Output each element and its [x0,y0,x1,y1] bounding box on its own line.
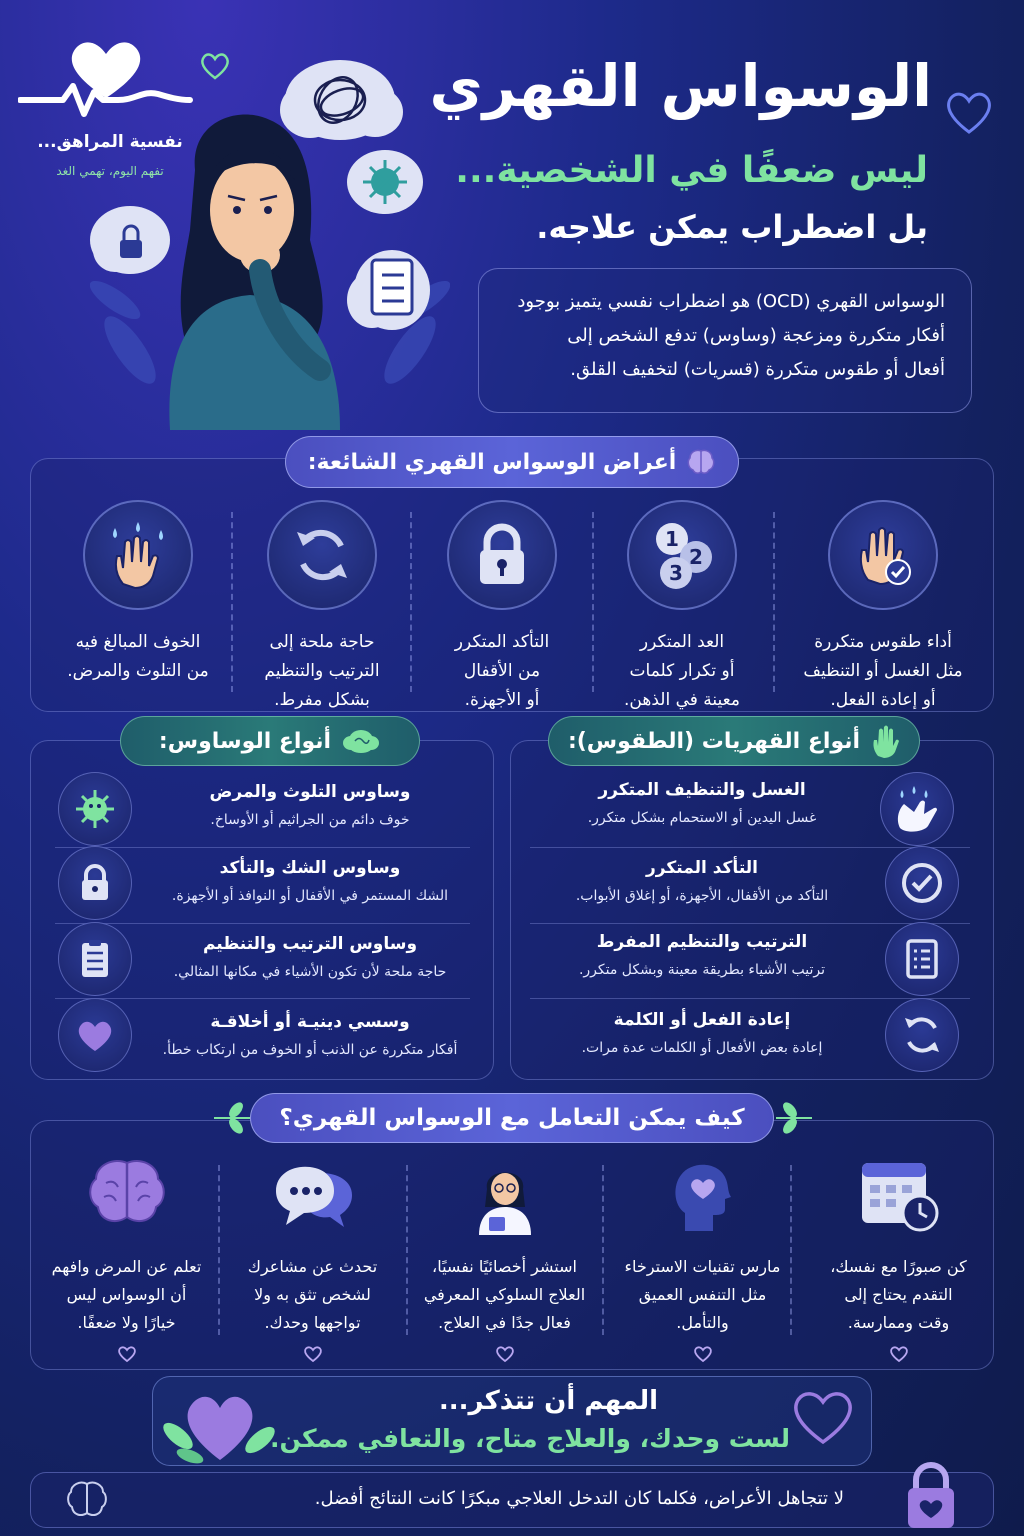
coping-line: استشر أخصائيًا نفسيًا، [432,1257,577,1276]
intro-line: أفعال أو طقوس متكررة (قسريات) لتخفيف القلق. [570,359,945,380]
symptom-line: أو الأجهزة. [464,690,540,710]
symptom-line: العد المتكرر [639,632,725,652]
symptoms-heading-text: أعراض الوسواس القهري الشائعة: [307,449,677,475]
symptom-line: أداء طقوس متكررة [814,632,952,652]
compulsion-desc: إعادة بعض الأفعال أو الكلمات عدة مرات. [581,1040,823,1056]
symptom-line: الترتيب والتنظيم [264,661,380,681]
obsession-title: وساوس التلوث والمرض [209,782,411,802]
leaf-sprig-icon [212,1100,252,1136]
heart-outline-icon [788,1382,858,1448]
symptom-line: بشكل مفرط. [274,690,370,710]
symptom-line: الخوف المبالغ فيه [75,632,201,652]
calendar-clock-icon [856,1155,942,1235]
coping-line: مارس تقنيات الاسترخاء [624,1257,781,1276]
remember-text: لست وحدك، والعلاج متاح، والتعافي ممكن. [269,1424,790,1453]
compulsion-icon-circle [880,772,954,846]
divider [55,847,470,848]
purple-heart-leaves-icon [160,1374,280,1470]
compulsion-desc: ترتيب الأشياء بطريقة معينة وبشكل متكرر. [578,962,826,978]
page-title: الوسواس القهري [429,52,932,120]
compulsion-title: التأكد المتكرر [646,858,758,878]
checklist-icon [899,936,945,982]
obsession-icon-circle [58,922,132,996]
compulsions-heading-text: أنواع القهريات (الطقوس): [567,728,861,754]
brand-name: نفسية المراهق... [37,132,183,152]
symptom-line: أو تكرار كلمات [629,661,735,681]
symptom-line: التأكد المتكرر [454,632,550,652]
numbers-icon [642,515,722,595]
obsession-desc: خوف دائم من الجراثيم أو الأوساخ. [210,812,410,828]
coping-line: فعال جدًا في العلاج. [438,1313,571,1332]
heart-outline-icon [889,1345,909,1363]
coping-item [610,1155,795,1367]
footer-text: لا تتجاهل الأعراض، فكلما كان التدخل العلاجي مبكرًا كانت النتائج أفضل. [314,1488,844,1509]
compulsion-icon-circle [885,922,959,996]
obsession-desc: حاجة ملحة لأن تكون الأشياء في مكانها المثالي. [173,964,447,980]
symptom-line: من الأقفال [463,661,541,681]
lock-icon [467,520,537,590]
hand-droplets-icon [101,518,175,592]
obsessions-heading-text: أنواع الوساوس: [158,728,332,754]
symptoms-heading [285,436,739,488]
coping-line: تواجهها وحدك. [264,1313,361,1332]
coping-line: تعلم عن المرض وافهم [51,1257,202,1276]
obsession-item [140,782,480,852]
number-one: 1 [665,527,679,551]
coping-line: مثل التنفس العميق [638,1285,767,1304]
coping-line: لشخص تثق به ولا [254,1285,371,1304]
chat-bubbles-icon [268,1155,358,1235]
head-heart-icon [663,1155,743,1235]
cycle-arrows-icon [285,518,359,592]
symptom-item [48,500,228,686]
number-two: 2 [689,545,703,569]
symptom-icon-circle [447,500,557,610]
thought-cloud-icon [341,726,381,756]
compulsion-desc: غسل اليدين أو الاستحمام بشكل متكرر. [587,810,817,826]
compulsion-desc: التأكد من الأقفال، الأجهزة، أو إغلاق الأبواب. [575,888,829,904]
lock-icon [73,861,117,905]
obsession-item [140,934,480,1004]
coping-item [412,1155,597,1367]
compulsion-title: الغسل والتنظيف المتكرر [598,780,806,800]
symptom-line: مثل الغسل أو التنظيف [803,661,963,681]
heart-outline-icon [495,1345,515,1363]
compulsion-item [532,858,872,928]
coping-line: تحدث عن مشاعرك [247,1257,378,1276]
symptom-item [232,500,412,715]
compulsions-heading [548,716,920,766]
divider [530,847,970,848]
symptom-item [412,500,592,715]
heart-outline-icon [303,1345,323,1363]
obsession-item [140,858,480,928]
obsession-icon-circle [58,998,132,1072]
number-three: 3 [669,561,683,585]
coping-line: وقت وممارسة. [847,1313,950,1332]
obsession-icon-circle [58,846,132,920]
compulsion-item [532,1010,872,1080]
brand-tagline: تفهم اليوم، تهمي الغد [56,164,164,178]
divider [773,512,775,692]
symptom-line: من التلوث والمرض. [67,661,209,681]
symptom-line: حاجة ملحة إلى [269,632,375,652]
coping-item [220,1155,405,1367]
compulsion-title: الترتيب والتنظيم المفرط [596,932,808,952]
symptom-line: معينة في الذهن. [624,690,740,710]
anxious-girl-illustration [90,50,450,430]
coping-heading-text: كيف يمكن التعامل مع الوسواس القهري؟ [279,1105,745,1131]
divider [530,998,970,999]
obsession-title: وسسي دينيـة أو أخلاقـة [210,1012,410,1032]
check-circle-icon [897,858,947,908]
heart-outline-icon [693,1345,713,1363]
coping-line: والتأمل. [676,1313,729,1332]
symptom-line: أو إعادة الفعل. [830,690,936,710]
divider [55,923,470,924]
obsessions-heading [120,716,420,766]
coping-item [34,1155,219,1367]
symptom-icon-circle [627,500,737,610]
coping-line: التقدم يحتاج إلى [844,1285,953,1304]
heart-outline-icon [117,1345,137,1363]
compulsion-item [532,780,872,850]
brain-icon [686,448,716,476]
clipboard-icon [73,937,117,981]
compulsion-item [532,932,872,1002]
hero-subtitle: بل اضطراب يمكن علاجه. [536,208,928,246]
intro-definition-box [478,268,972,413]
symptom-item [793,500,973,715]
divider [55,998,470,999]
heart-outline-icon [942,84,996,138]
coping-line: العلاج السلوكي المعرفي [423,1285,586,1304]
obsession-desc: أفكار متكررة عن الذنب أو الخوف من ارتكاب خطأ. [162,1042,458,1058]
divider [530,923,970,924]
compulsion-title: إعادة الفعل أو الكلمة [613,1010,791,1030]
coping-heading [250,1093,774,1143]
raised-hand-icon [870,724,900,758]
hero-subtitle-green: ليس ضعفًا في الشخصية... [455,150,928,191]
symptom-item [592,500,772,715]
symptom-icon-circle [267,500,377,610]
obsession-desc: الشك المستمر في الأقفال أو النوافذ أو الأجهزة. [171,888,449,904]
obsession-item [140,1012,480,1082]
obsession-title: وساوس الترتيب والتنظيم [202,934,418,954]
obsession-icon-circle [58,772,132,846]
repeat-icon [897,1010,947,1060]
brain-icon [82,1155,172,1235]
coping-line: خيارًا ولا ضعفًا. [77,1313,176,1332]
compulsion-icon-circle [885,998,959,1072]
symptom-icon-circle [83,500,193,610]
washing-hands-icon [890,782,944,836]
therapist-icon [465,1155,545,1235]
coping-line: أن الوسواس ليس [66,1285,187,1304]
remember-title: المهم أن تتذكر... [438,1386,658,1416]
germ-icon [70,784,120,834]
compulsion-icon-circle [885,846,959,920]
leaf-sprig-icon [774,1100,814,1136]
obsession-title: وساوس الشك والتأكد [219,858,401,878]
brain-icon [64,1478,110,1522]
intro-line: الوسواس القهري (OCD) هو اضطراب نفسي يتميز بوجود [517,291,945,312]
hand-check-icon [848,520,918,590]
heart-icon [73,1013,117,1057]
coping-item [806,1155,991,1367]
divider [406,1165,408,1335]
intro-line: أفكار متكررة ومزعجة (وساوس) تدفع الشخص إلى [567,325,945,346]
divider [602,1165,604,1335]
heart-lock-icon [900,1460,962,1532]
symptom-icon-circle [828,500,938,610]
coping-line: كن صبورًا مع نفسك، [830,1257,967,1276]
